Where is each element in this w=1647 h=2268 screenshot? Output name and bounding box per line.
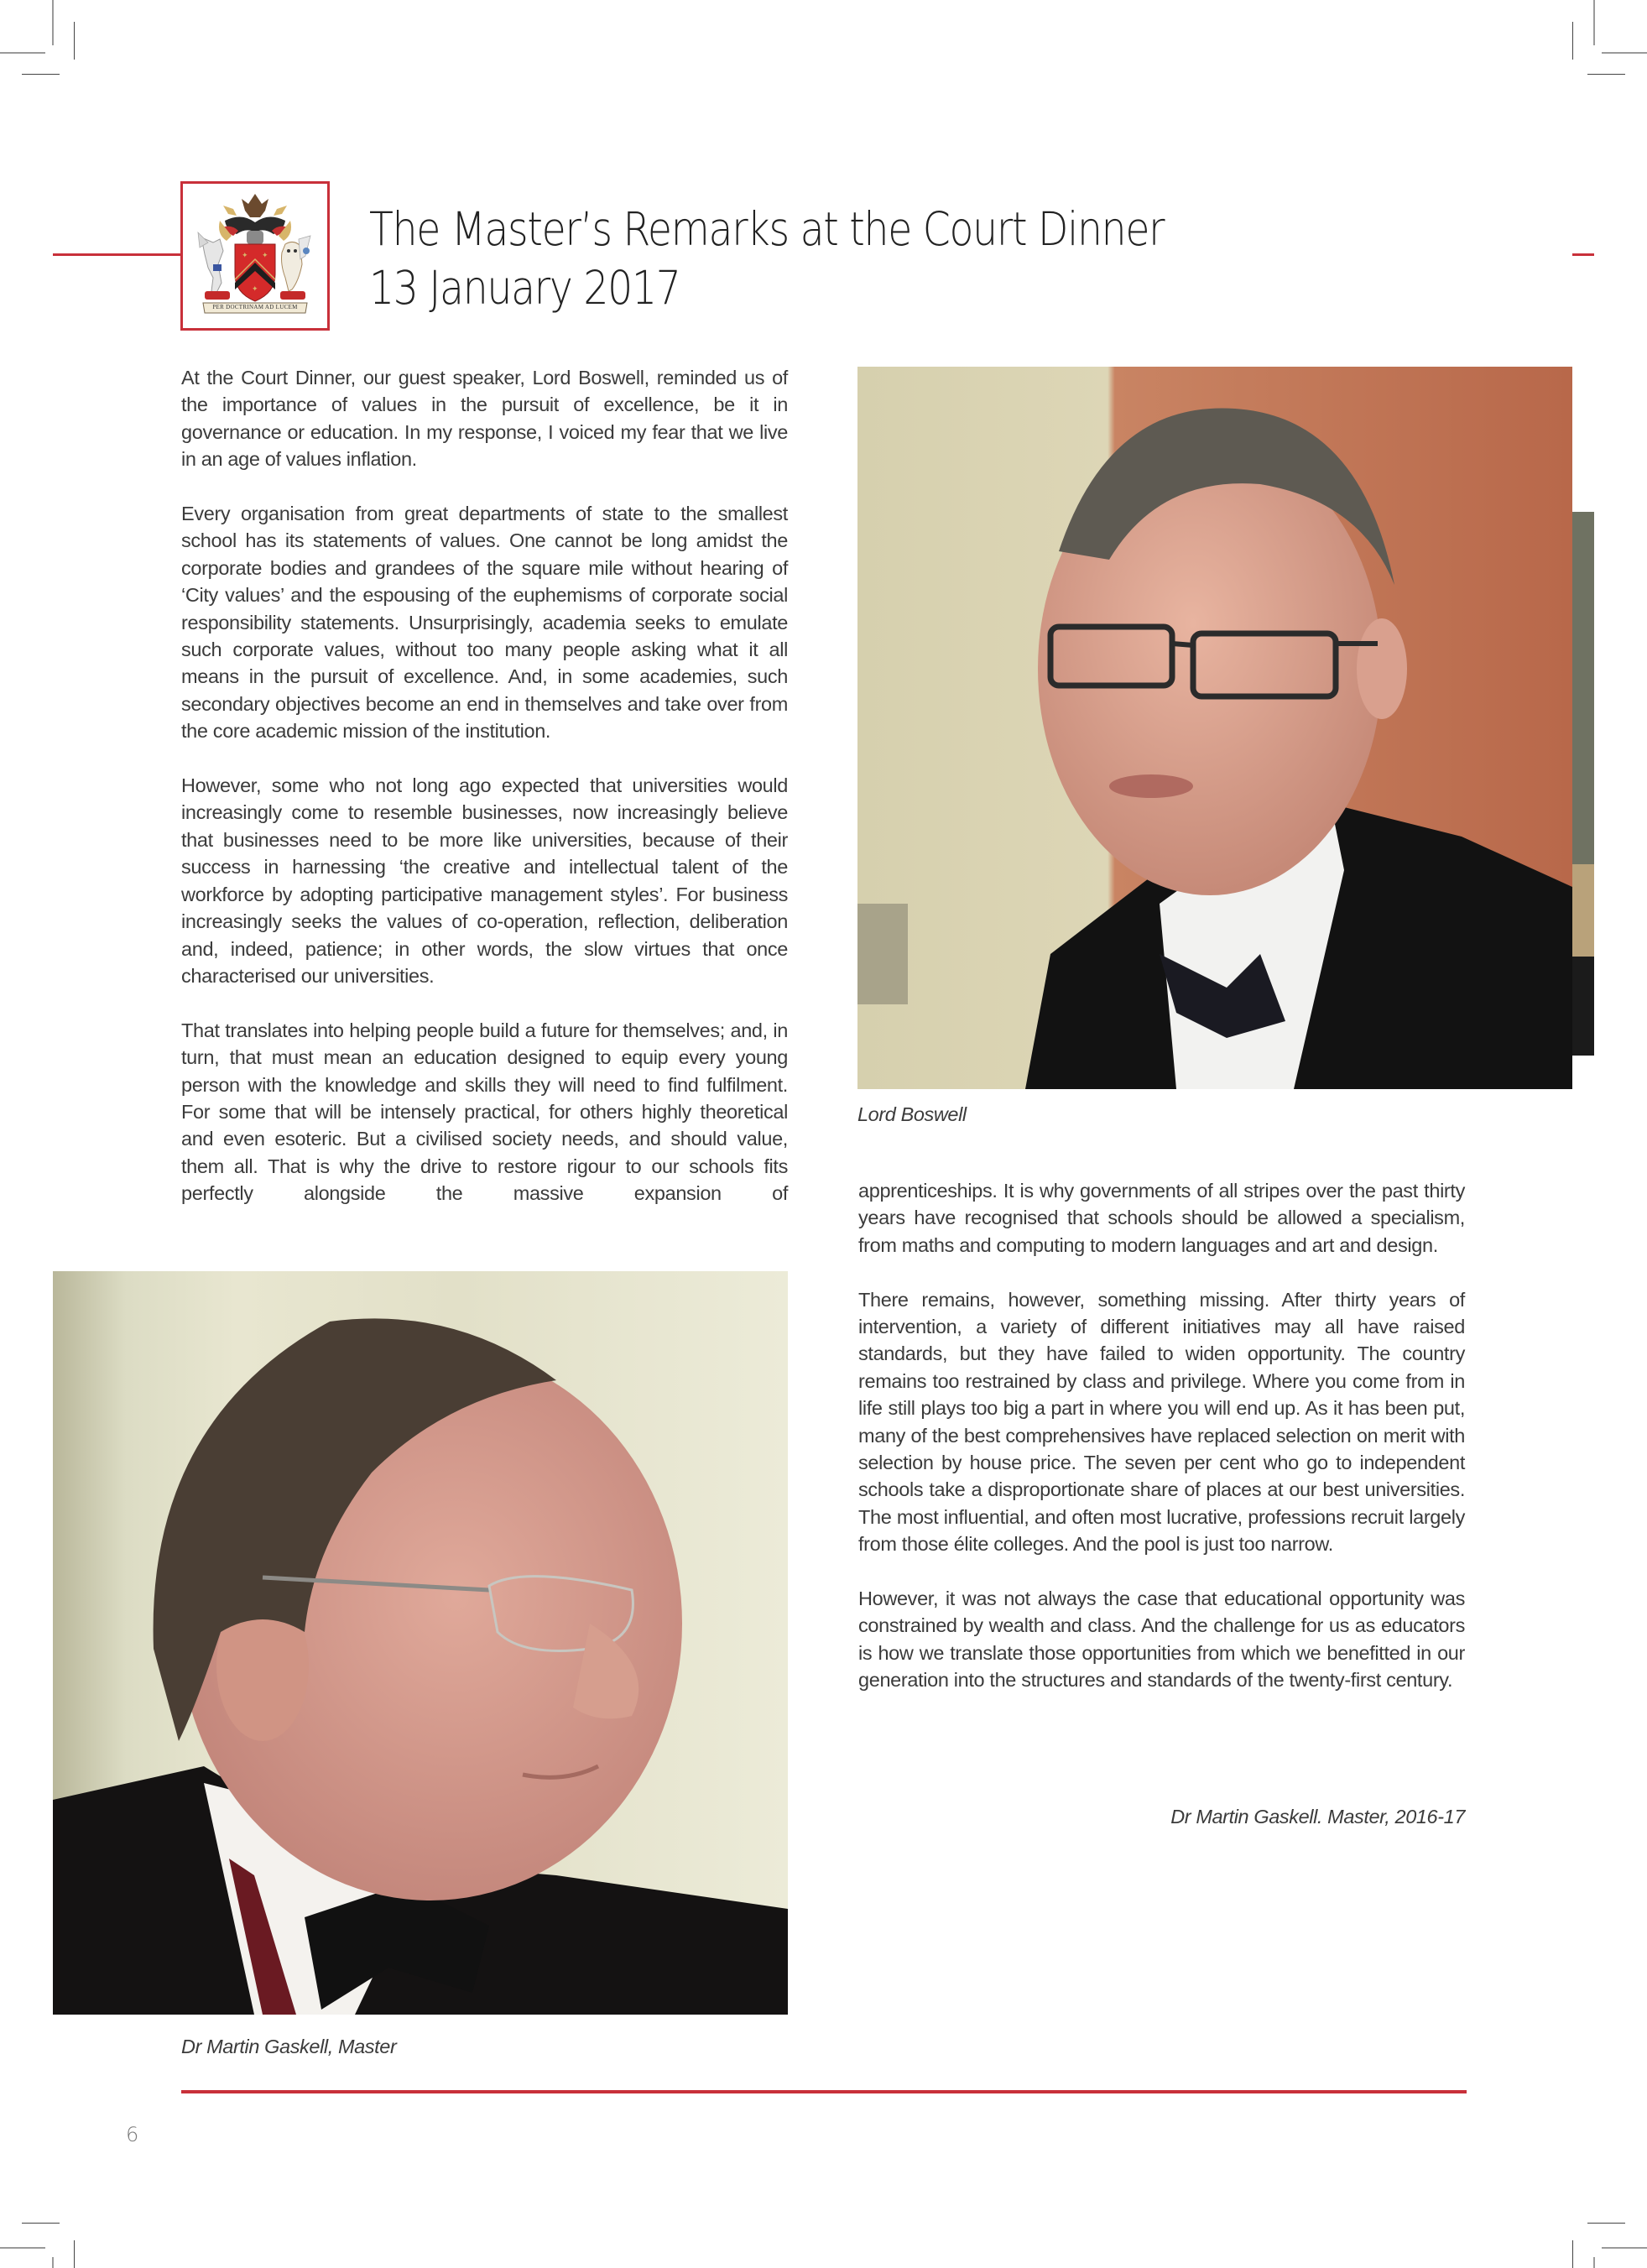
article-column-right: [858, 1177, 1465, 1694]
paragraph: apprenticeships. It is why governments of all stripes over the past thirty years have recognised that schools should be allowed a specialism, from maths and computing to modern languages and art and design.: [858, 1180, 1465, 1256]
page-title: [369, 200, 1164, 317]
crop-mark: [1572, 2240, 1573, 2268]
crop-mark: [1593, 0, 1595, 45]
crop-mark: [1602, 2247, 1647, 2249]
crop-mark: [74, 22, 75, 60]
paragraph: There remains, however, something missing. After thirty years of intervention, a variety of different initiatives may all have raised standards, but they have failed to widen opportunity. The country remains too restrained by class and privilege. Where you come from in life still plays too big a part in where you will end up. As it has been put, many of the best comprehensives have replaced selection on merit with selection by house price. The seven per cent who go to independent schools take a disproportionate share of places at our best universities. The most influential, and often most lucrative, professions recruit largely from those élite colleges. And the pool is just too narrow.: [858, 1288, 1465, 1556]
svg-text:✦: ✦: [242, 252, 248, 260]
paragraph: However, some who not long ago expected that universities would increasingly come to resemble businesses, now increasingly believe that businesses need to be more like universities, because of their success in harnessing ‘the creative and intellectual talent of the workforce by adopting participative management styles’. For business increasingly seeks the values of co-operation, reflection, deliberation and, indeed, patience; in other words, the slow virtues that once characterised our universities.: [181, 774, 788, 987]
crop-mark: [1593, 2257, 1595, 2268]
title-date: 13 January 2017: [369, 261, 680, 315]
photo-caption-gaskell: Dr Martin Gaskell, Master: [181, 2036, 397, 2057]
photo-martin-gaskell: [53, 1271, 788, 2015]
svg-text:✦: ✦: [262, 252, 268, 260]
header-rule-right: [1572, 253, 1594, 256]
crop-mark: [74, 2240, 75, 2268]
crest-motto: PER DOCTRINAM AD LUCEM: [212, 304, 298, 310]
crop-mark: [1572, 22, 1573, 60]
paragraph: That translates into helping people build a future for themselves; and, in turn, that must mean an education designed to equip every young person with the knowledge and skills they will need to find fulfilment. For some that will be intensely practical, for others highly theoretical and even esoteric. But a civilised society needs, and should value, them all. That is why the drive to restore rigour to our schools fits perfectly alongside the massive expansion of: [181, 1019, 788, 1205]
page-number: 6: [126, 2123, 139, 2146]
footer-rule: [181, 2090, 1467, 2093]
author-signature: Dr Martin Gaskell. Master, 2016-17: [1170, 1806, 1465, 1827]
crop-mark: [22, 2223, 60, 2224]
paragraph: At the Court Dinner, our guest speaker, Lord Boswell, reminded us of the importance of values in the pursuit of excellence, be it in governance or education. In my response, I voiced my fear that we live in an age of values inflation.: [181, 367, 788, 471]
crop-mark: [0, 52, 45, 54]
photo-caption-boswell: Lord Boswell: [857, 1103, 967, 1125]
header-rule-left: [53, 253, 181, 256]
portrait-image: [857, 367, 1572, 1089]
title-line: The Master’s Remarks at the Court Dinner: [369, 202, 1165, 256]
photo-edge-strip: [1572, 512, 1594, 1056]
paragraph: Every organisation from great departments of state to the smallest school has its statements of values. One cannot be long amidst the corporate bodies and grandees of the square mile without hearing of ‘City values’ and the espousing of the euphemisms of corporate social responsibility statements. Unsurprisingly, academia seeks to emulate such corporate values, without too many people asking what it all means in the pursuit of excellence. And, in some academies, such secondary objectives become an end in themselves and take over from the core academic mission of the institution.: [181, 503, 788, 743]
crop-mark: [22, 74, 60, 75]
crop-mark: [0, 2247, 45, 2249]
paragraph: However, it was not always the case that educational opportunity was constrained by wealth and class. And the challenge for us as educators is how we translate those opportunities from which we benefitted in our generation into the structures and standards of the twenty-first century.: [858, 1588, 1465, 1692]
article-column-left: [181, 364, 788, 1207]
photo-lord-boswell: [857, 367, 1572, 1089]
crop-mark: [1587, 2223, 1625, 2224]
crop-mark: [52, 0, 54, 45]
crop-mark: [52, 2257, 54, 2268]
coat-of-arms-crest: [180, 181, 330, 331]
portrait-image: [53, 1271, 788, 2015]
svg-text:✦: ✦: [252, 285, 258, 294]
crop-mark: [1587, 74, 1625, 75]
crop-mark: [1602, 52, 1647, 54]
